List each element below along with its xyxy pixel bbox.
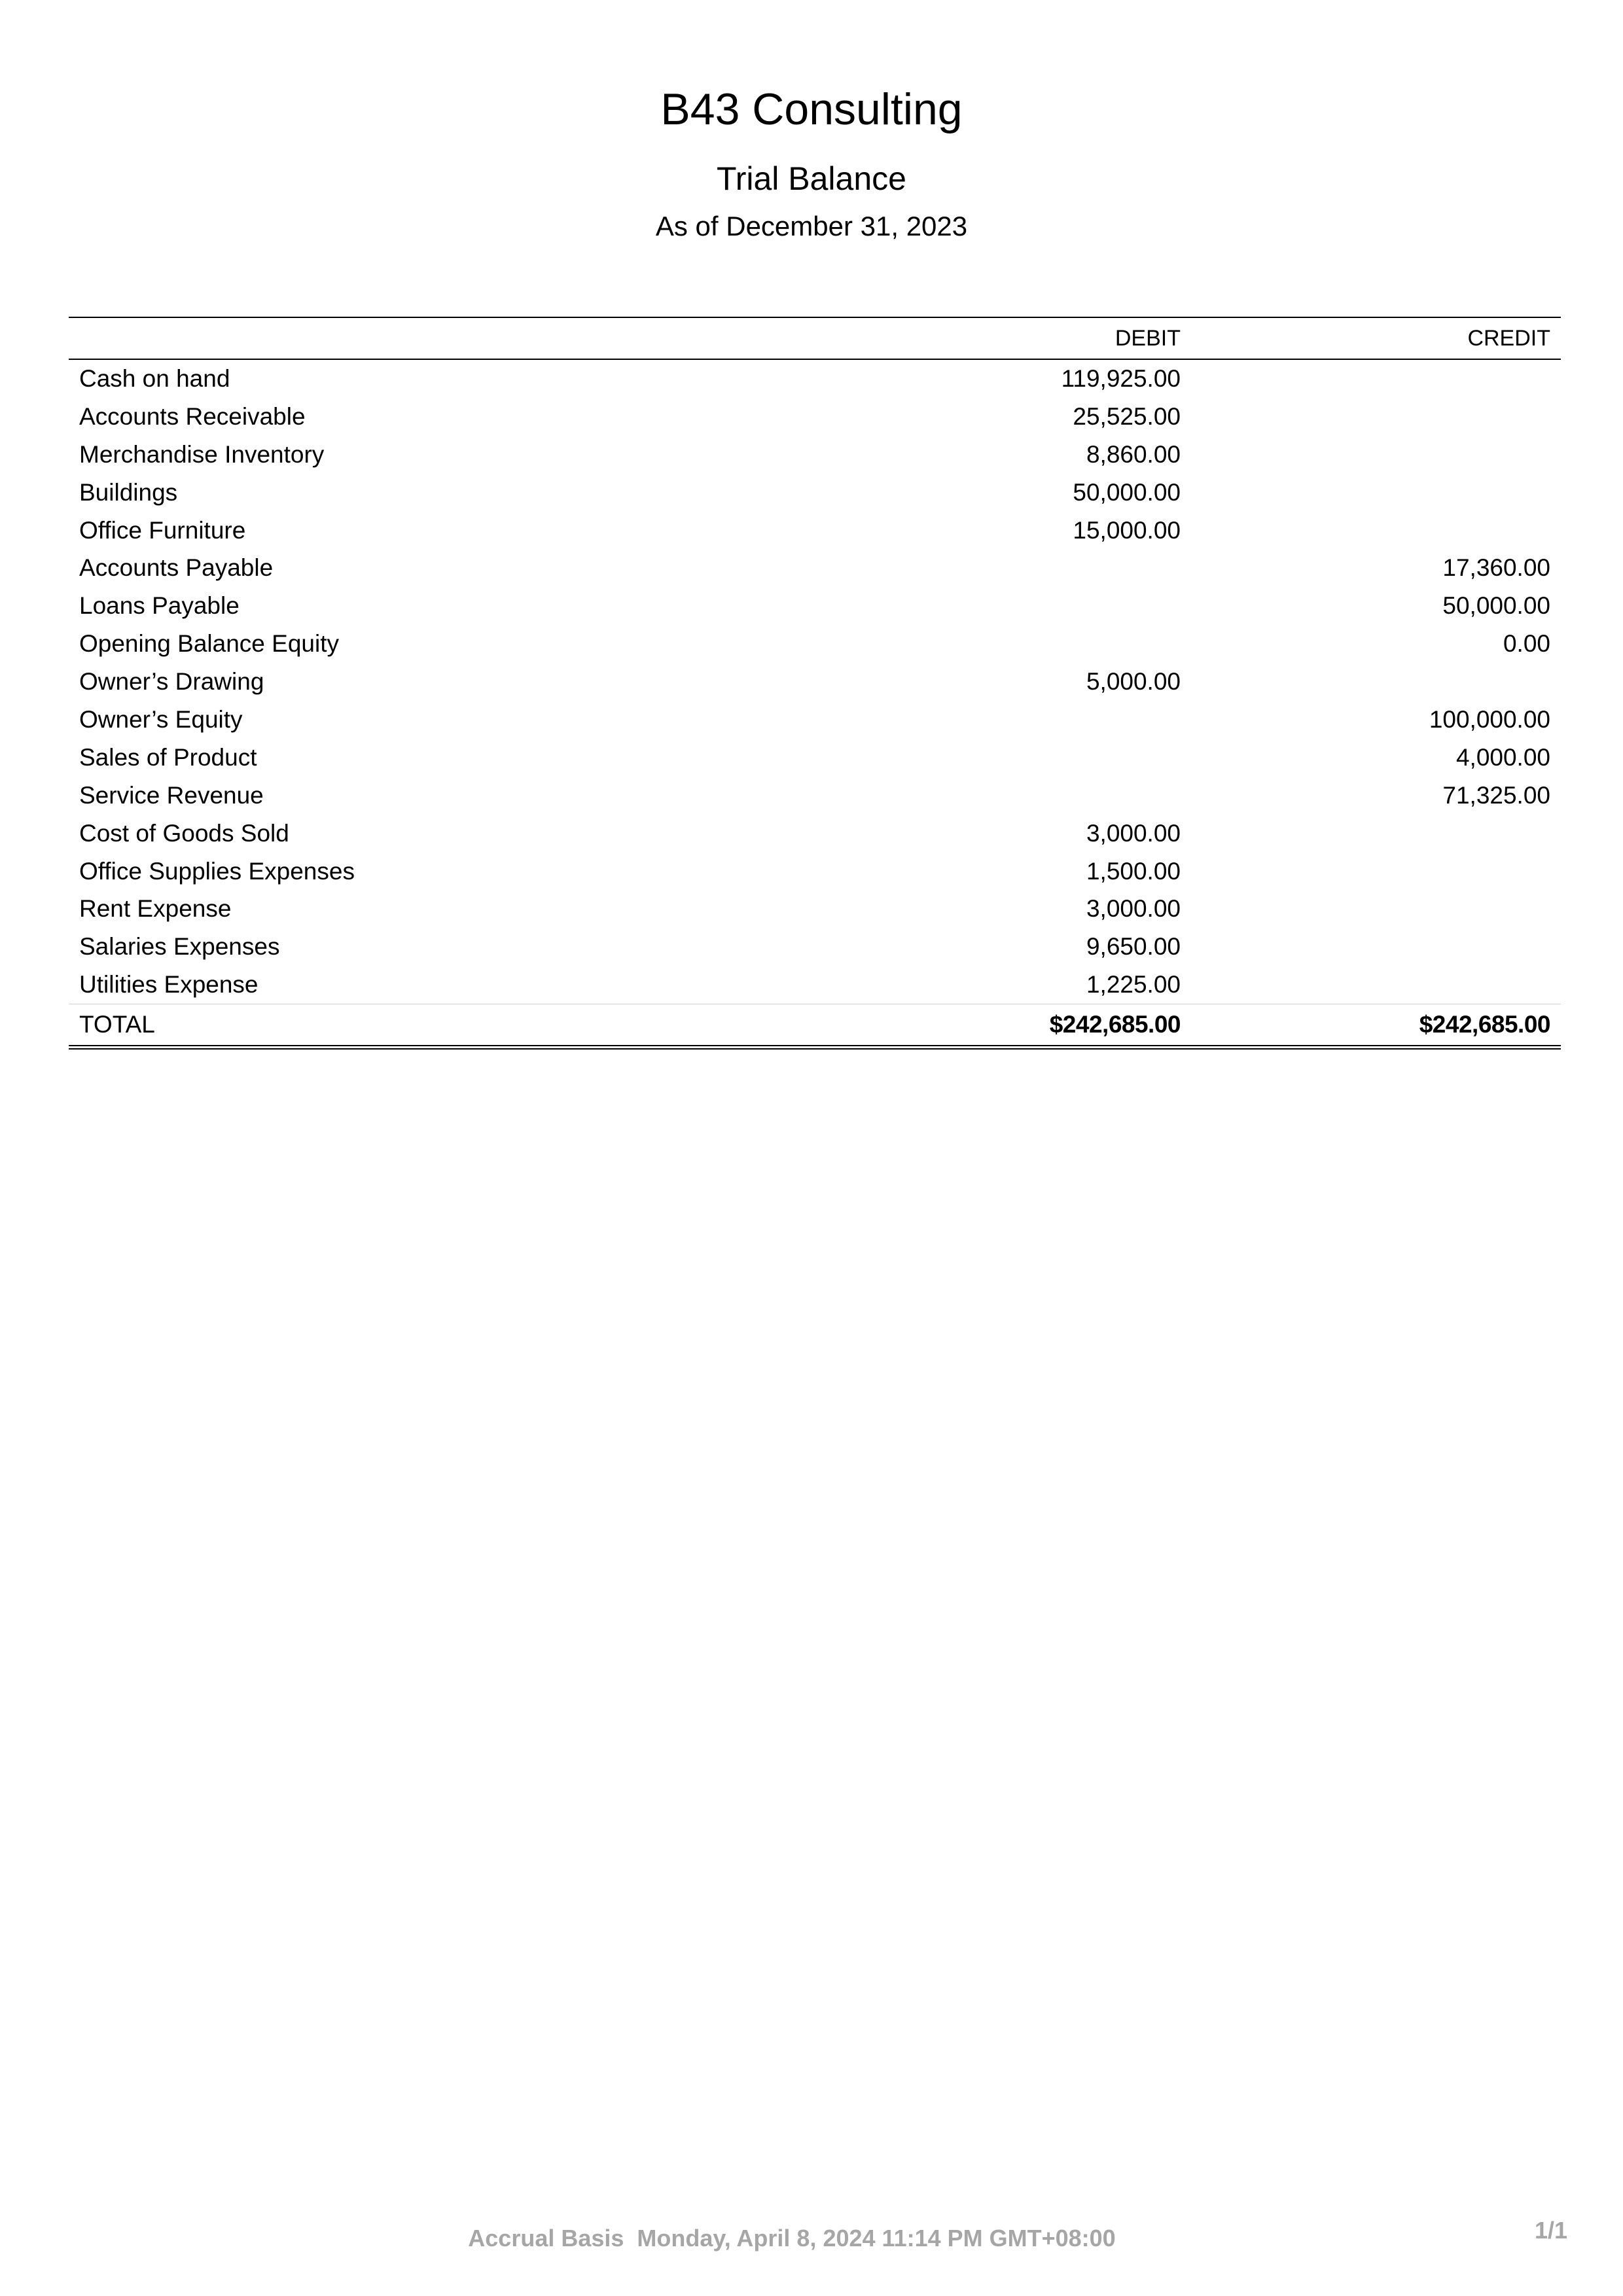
credit-amount: 17,360.00 xyxy=(1442,554,1550,582)
account-name: Opening Balance Equity xyxy=(79,630,339,658)
debit-amount: 50,000.00 xyxy=(1073,478,1181,506)
debit-amount: 1,500.00 xyxy=(1086,857,1181,885)
total-label: TOTAL xyxy=(69,1004,838,1048)
account-name: Owner’s Equity xyxy=(79,705,243,733)
trial-balance-table xyxy=(69,317,1561,1050)
account-name: Owner’s Drawing xyxy=(79,668,264,696)
debit-amount: 8,860.00 xyxy=(1086,440,1181,468)
table-row xyxy=(69,587,1561,625)
credit-amount xyxy=(1191,512,1561,550)
debit-amount xyxy=(838,625,1191,663)
account-name: Buildings xyxy=(79,478,178,506)
table-row xyxy=(69,815,1561,853)
debit-amount: 5,000.00 xyxy=(1086,668,1181,696)
debit-amount: 1,225.00 xyxy=(1086,971,1181,998)
credit-amount xyxy=(1191,474,1561,512)
table-row xyxy=(69,966,1561,1004)
page-number: 1/1 xyxy=(1534,2217,1567,2244)
credit-amount xyxy=(1191,966,1561,1004)
credit-amount: 0.00 xyxy=(1503,630,1550,658)
account-name: Accounts Payable xyxy=(79,554,274,582)
debit-amount: 3,000.00 xyxy=(1086,895,1181,923)
report-title: Trial Balance xyxy=(717,160,906,197)
account-name: Utilities Expense xyxy=(79,971,259,998)
account-name: Merchandise Inventory xyxy=(79,440,325,468)
debit-amount: 9,650.00 xyxy=(1086,933,1181,961)
table-row xyxy=(69,436,1561,474)
credit-amount xyxy=(1191,663,1561,701)
debit-amount xyxy=(838,739,1191,777)
total-debit: $242,685.00 xyxy=(838,1004,1191,1048)
credit-amount: 50,000.00 xyxy=(1442,592,1550,620)
credit-amount: 71,325.00 xyxy=(1442,781,1550,809)
table-row xyxy=(69,739,1561,777)
table-header-row xyxy=(69,317,1561,359)
report-date: As of December 31, 2023 xyxy=(655,211,968,241)
table-row xyxy=(69,663,1561,701)
table-row xyxy=(69,777,1561,815)
report-footer-basis-timestamp: Accrual Basis Monday, April 8, 2024 11:14 PM GMT+08:00 xyxy=(468,2225,1116,2252)
credit-amount xyxy=(1191,359,1561,398)
credit-amount xyxy=(1191,928,1561,966)
account-name: Salaries Expenses xyxy=(79,933,280,961)
table-row xyxy=(69,359,1561,398)
debit-amount xyxy=(838,701,1191,739)
total-credit: $242,685.00 xyxy=(1191,1004,1561,1048)
table-row xyxy=(69,512,1561,550)
account-name: Office Furniture xyxy=(79,516,246,544)
table-row xyxy=(69,928,1561,966)
account-column-header xyxy=(69,317,838,359)
table-row xyxy=(69,474,1561,512)
debit-amount: 119,925.00 xyxy=(1061,364,1181,392)
company-name: B43 Consulting xyxy=(660,84,963,134)
debit-amount: 3,000.00 xyxy=(1086,819,1181,847)
table-row xyxy=(69,890,1561,928)
credit-amount xyxy=(1191,398,1561,436)
credit-column-header: CREDIT xyxy=(1191,317,1561,359)
account-name: Accounts Receivable xyxy=(79,402,306,430)
debit-amount xyxy=(838,587,1191,625)
credit-amount xyxy=(1191,853,1561,891)
debit-amount: 25,525.00 xyxy=(1073,402,1181,430)
credit-amount xyxy=(1191,890,1561,928)
total-row xyxy=(69,1004,1561,1048)
credit-amount: 100,000.00 xyxy=(1429,705,1550,733)
table-row xyxy=(69,549,1561,587)
credit-amount xyxy=(1191,436,1561,474)
debit-column-header: DEBIT xyxy=(838,317,1191,359)
table-row xyxy=(69,398,1561,436)
table-row xyxy=(69,701,1561,739)
account-name: Service Revenue xyxy=(79,781,264,809)
account-name: Cash on hand xyxy=(79,364,230,392)
account-name: Sales of Product xyxy=(79,743,257,771)
credit-amount xyxy=(1191,815,1561,853)
credit-amount: 4,000.00 xyxy=(1455,743,1550,771)
account-name: Rent Expense xyxy=(79,895,232,923)
debit-amount xyxy=(838,549,1191,587)
table-body xyxy=(69,359,1561,1048)
account-name: Cost of Goods Sold xyxy=(79,819,289,847)
account-name: Loans Payable xyxy=(79,592,240,620)
debit-amount: 15,000.00 xyxy=(1073,516,1181,544)
debit-amount xyxy=(838,777,1191,815)
table-row xyxy=(69,853,1561,891)
account-name: Office Supplies Expenses xyxy=(79,857,355,885)
table-row xyxy=(69,625,1561,663)
